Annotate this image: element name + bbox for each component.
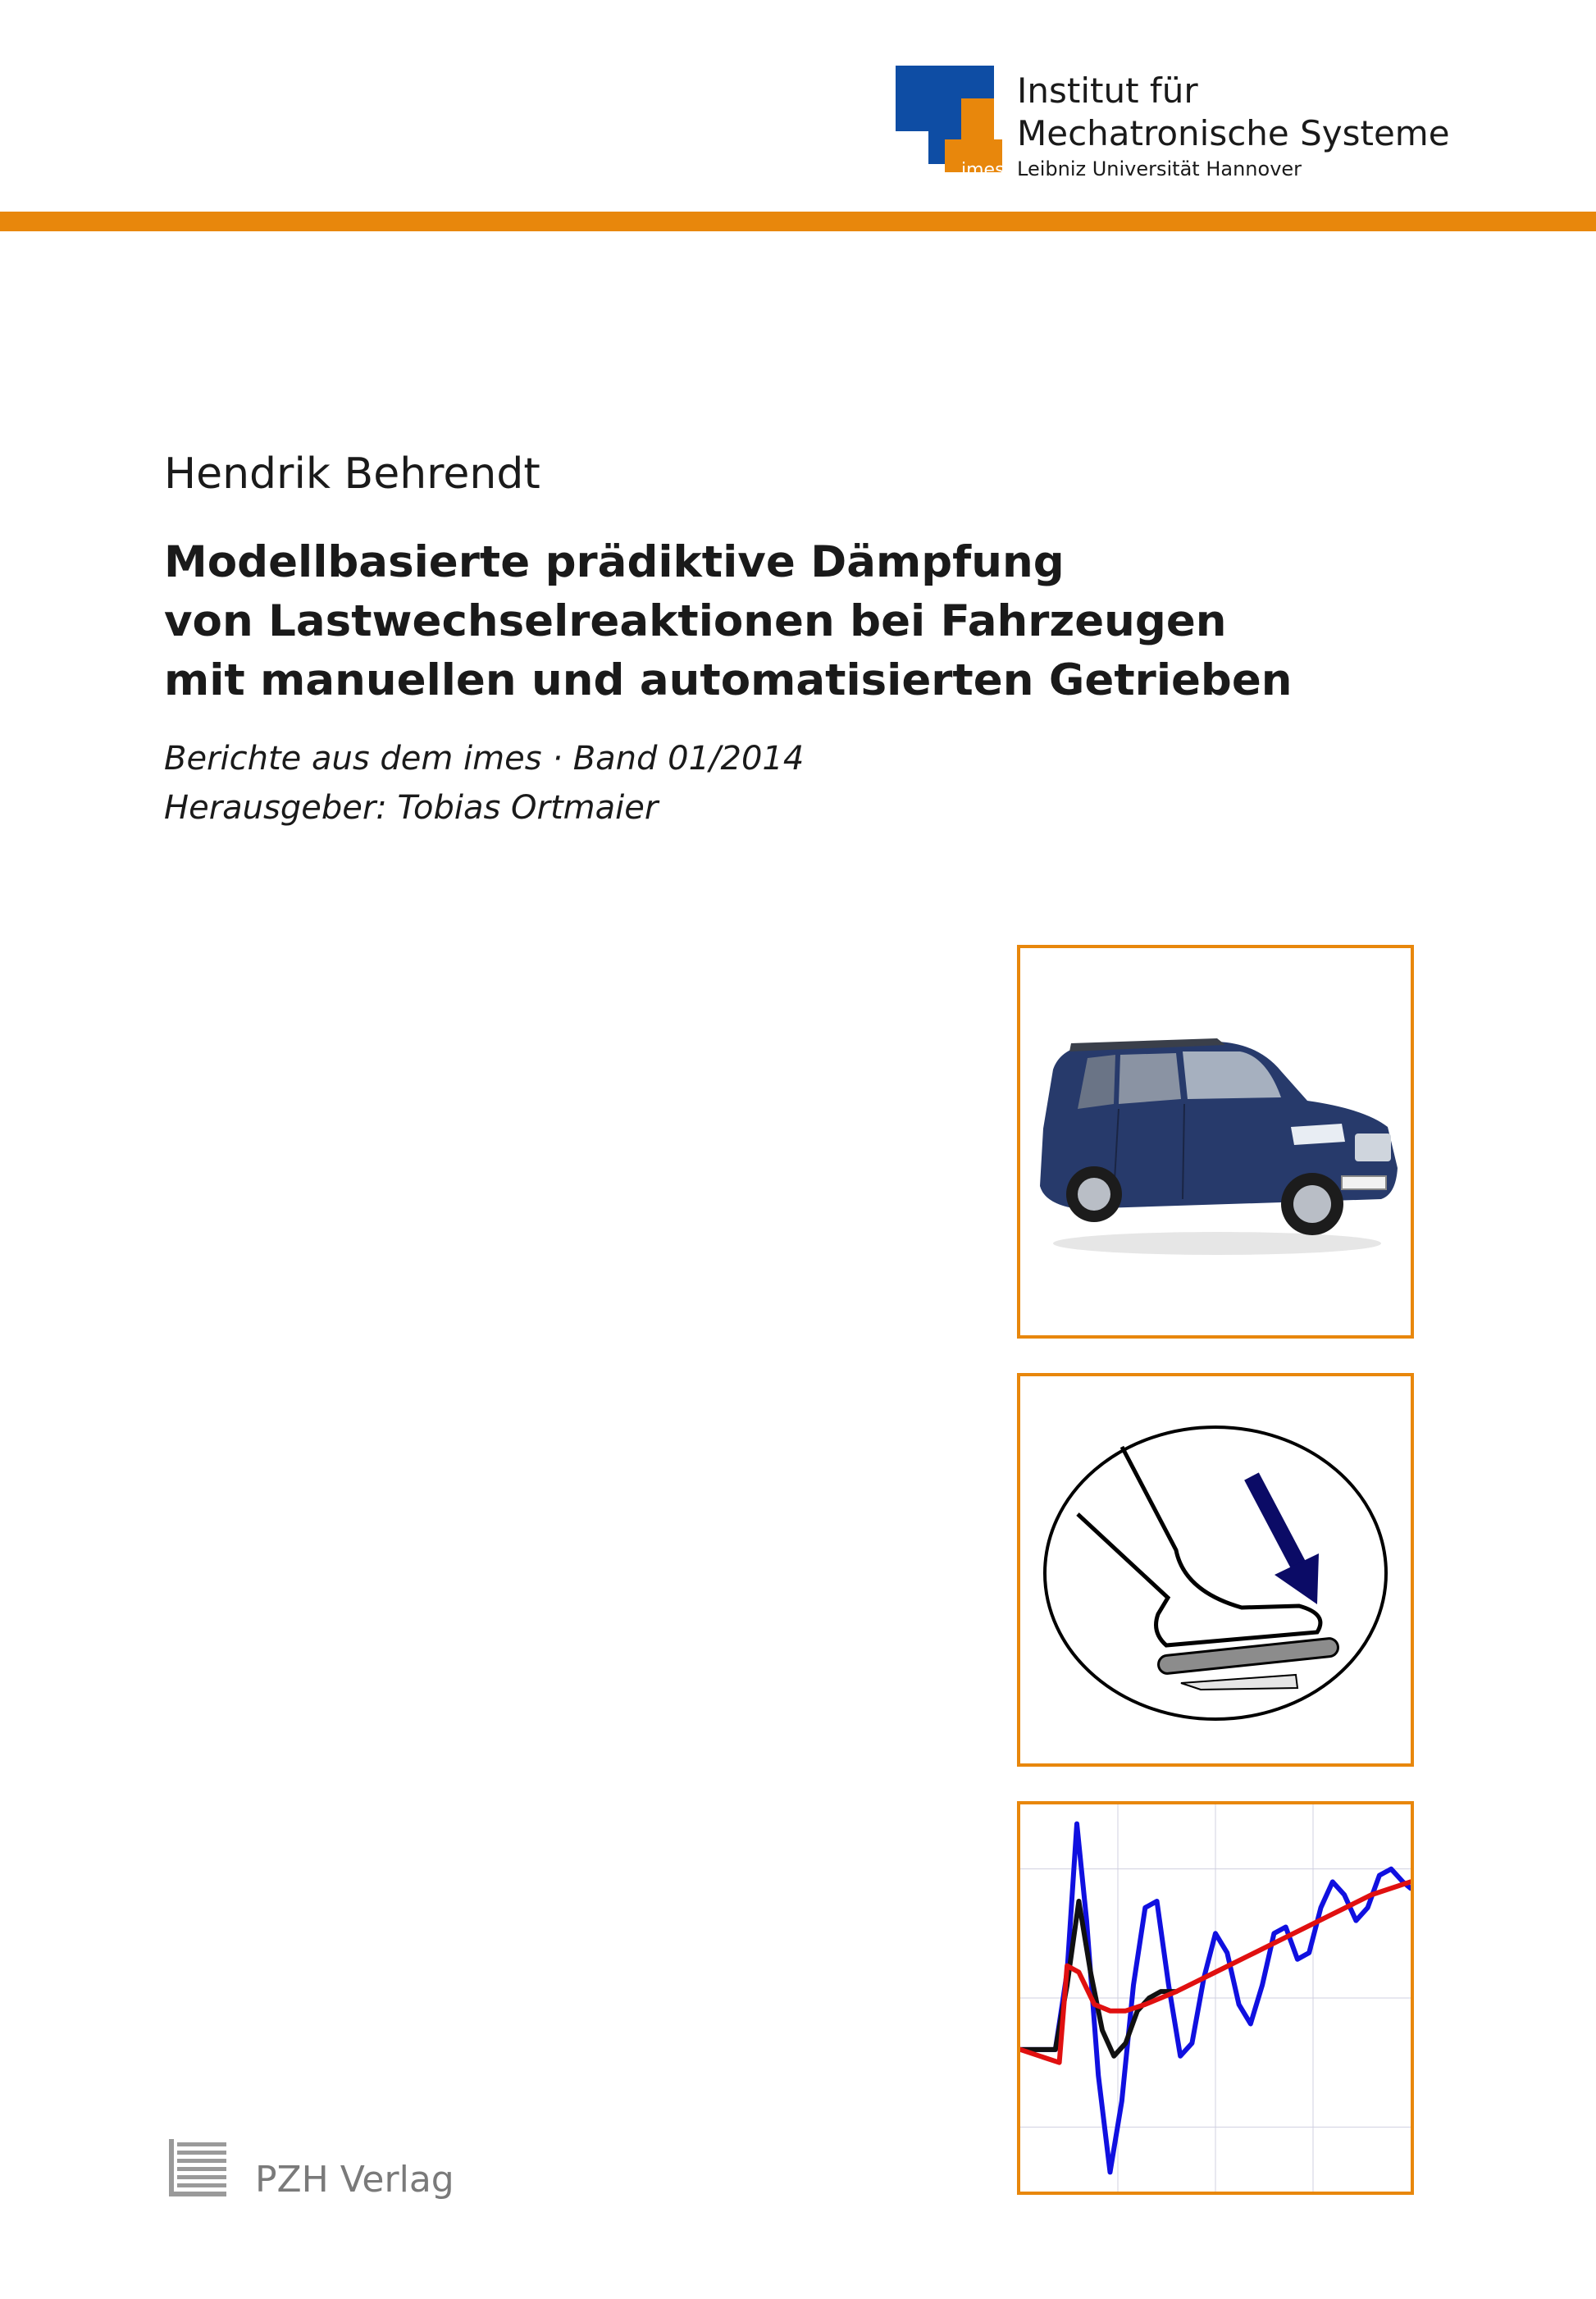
stacked-lines-icon [169,2139,228,2198]
foot-pedal-icon [1020,1376,1411,1763]
author-name: Hendrik Behrendt [164,449,540,499]
orange-rule [0,212,1596,231]
oscillation-chart-icon [1020,1804,1411,2192]
title-line-3: mit manuellen und automatisierten Getrieben [164,655,1293,705]
title-line-1: Modellbasierte prädiktive Dämpfung [164,537,1065,587]
logo-square-orange [961,98,994,139]
publisher [169,2139,513,2201]
pedal-illustration-frame [1017,1373,1414,1767]
series-info [164,734,804,832]
logo-square-blue-small [961,66,994,98]
book-title [164,533,1394,710]
publisher-name: PZH Verlag [255,2159,454,2201]
series-line-1: Berichte aus dem imes · Band 01/2014 [164,740,805,778]
logo-imes-text: imes [961,160,1005,180]
car-photo-icon [1020,948,1411,1335]
institute-name-line2: Mechatronische Systeme [1017,113,1450,153]
institute-name-line1: Institut für [1017,71,1198,111]
chart-frame [1017,1801,1414,2195]
logo-square-blue [896,66,961,131]
series-line-2: Herausgeber: Tobias Ortmaier [164,789,659,827]
university-name: Leibniz Universität Hannover [1017,157,1302,180]
car-image-frame [1017,945,1414,1339]
title-line-2: von Lastwechselreaktionen bei Fahrzeugen [164,596,1227,646]
chart-series-black [1020,1901,1176,2056]
institute-logo [896,66,1450,189]
